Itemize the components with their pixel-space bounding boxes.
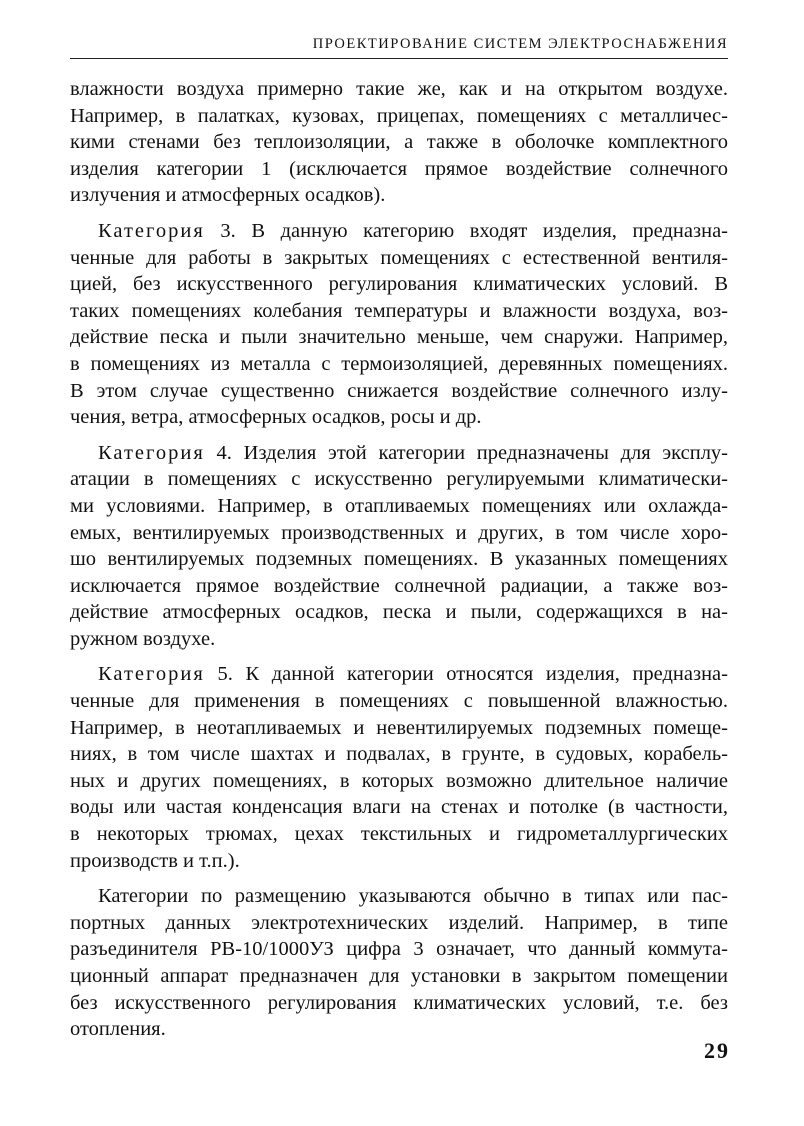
text-line: таких помещениях колебания температуры и влажности воздуха, воз-	[70, 299, 728, 322]
page-number: 29	[704, 1038, 730, 1063]
text-line: разъединителя РВ-10/1000УЗ цифра 3 означает, что данный коммута-	[70, 938, 728, 961]
text-line: чения, ветра, атмосферных осадков, росы и др.	[70, 406, 482, 429]
text-line: портных данных электротехнических изделий. Например, в типе	[70, 911, 728, 934]
text-line: без искусственного регулирования климатических условий, т.е. без	[70, 991, 728, 1014]
text-line: атации в помещениях с искусственно регулируемыми климатически-	[70, 468, 728, 491]
text-line: ми условиями. Например, в отапливаемых помещениях или охлажда-	[70, 494, 728, 517]
running-header: ПРОЕКТИРОВАНИЕ СИСТЕМ ЭЛЕКТРОСНАБЖЕНИЯ	[70, 36, 728, 59]
text-line	[70, 218, 728, 245]
paragraph-category-4	[70, 440, 728, 653]
text-fragment: 5. К данной категории относятся изделия, предназна-	[204, 663, 728, 686]
text-line: кими стенами без теплоизоляции, а также в оболочке комплектного	[70, 131, 728, 154]
text-line: ционный аппарат предназначен для установки в закрытом помещении	[70, 965, 728, 987]
category-term: Категория	[98, 663, 205, 686]
text-line: ных и других помещениях, в которых возможно длительное наличие	[70, 769, 728, 792]
text-line: исключается прямое воздействие солнечной радиации, а также воз-	[70, 574, 728, 597]
text-line	[70, 440, 728, 467]
text-line: действие атмосферных осадков, песка и пыли, содержащихся в на-	[70, 601, 728, 624]
text-line: в помещениях из металла с термоизоляцией, деревянных помещениях.	[70, 352, 728, 375]
paragraph-category-3	[70, 218, 728, 431]
text-line: Категории по размещению указываются обычно в типах или пас-	[98, 885, 728, 908]
text-line: производств и т.п.).	[70, 849, 240, 872]
text-line: емых, вентилируемых производственных и других, в том числе хоро-	[70, 521, 728, 544]
text-line: Например, в палатках, кузовах, прицепах, помещениях с металличес-	[70, 104, 728, 127]
text-line: действие песка и пыли значительно меньше, чем снаружи. Например,	[70, 326, 728, 349]
text-line: Например, в неотапливаемых и невентилируемых подземных помеще-	[70, 716, 728, 739]
text-line	[70, 661, 728, 688]
text-line: в некоторых трюмах, цехах текстильных и гидрометаллургических	[70, 823, 728, 846]
text-line: цией, без искусственного регулирования климатических условий. В	[70, 273, 728, 296]
text-line: изделия категории 1 (исключается прямое воздействие солнечного	[70, 157, 728, 180]
text-line: отопления.	[70, 1018, 166, 1041]
text-fragment: 4. Изделия этой категории предназначены для эксплу-	[204, 441, 728, 464]
category-term: Категория	[98, 219, 205, 242]
text-line: излучения и атмосферных осадков).	[70, 184, 386, 207]
text-line: влажности воздуха примерно такие же, как и на открытом воздухе.	[70, 78, 728, 100]
text-line: шо вентилируемых подземных помещениях. В указанных помещениях	[70, 548, 728, 571]
text-line: ченные для работы в закрытых помещениях с естественной вентиля-	[70, 246, 728, 269]
text-line: ниях, в том числе шахтах и подвалах, в грунте, в судовых, корабель-	[70, 743, 728, 766]
paragraph-continuation	[70, 76, 728, 209]
paragraph-placement-categories	[70, 883, 728, 1043]
paragraph-category-5	[70, 661, 728, 874]
text-fragment: 3. В данную категорию входят изделия, предназна-	[204, 219, 728, 242]
text-line: воды или частая конденсация влаги на стенах и потолке (в частности,	[70, 796, 728, 819]
body-text	[70, 76, 728, 1043]
category-term: Категория	[98, 441, 205, 464]
text-line: ченные для применения в помещениях с повышенной влажностью.	[70, 690, 728, 713]
text-line: ружном воздухе.	[70, 627, 216, 650]
text-line: В этом случае существенно снижается воздействие солнечного излу-	[70, 379, 728, 402]
